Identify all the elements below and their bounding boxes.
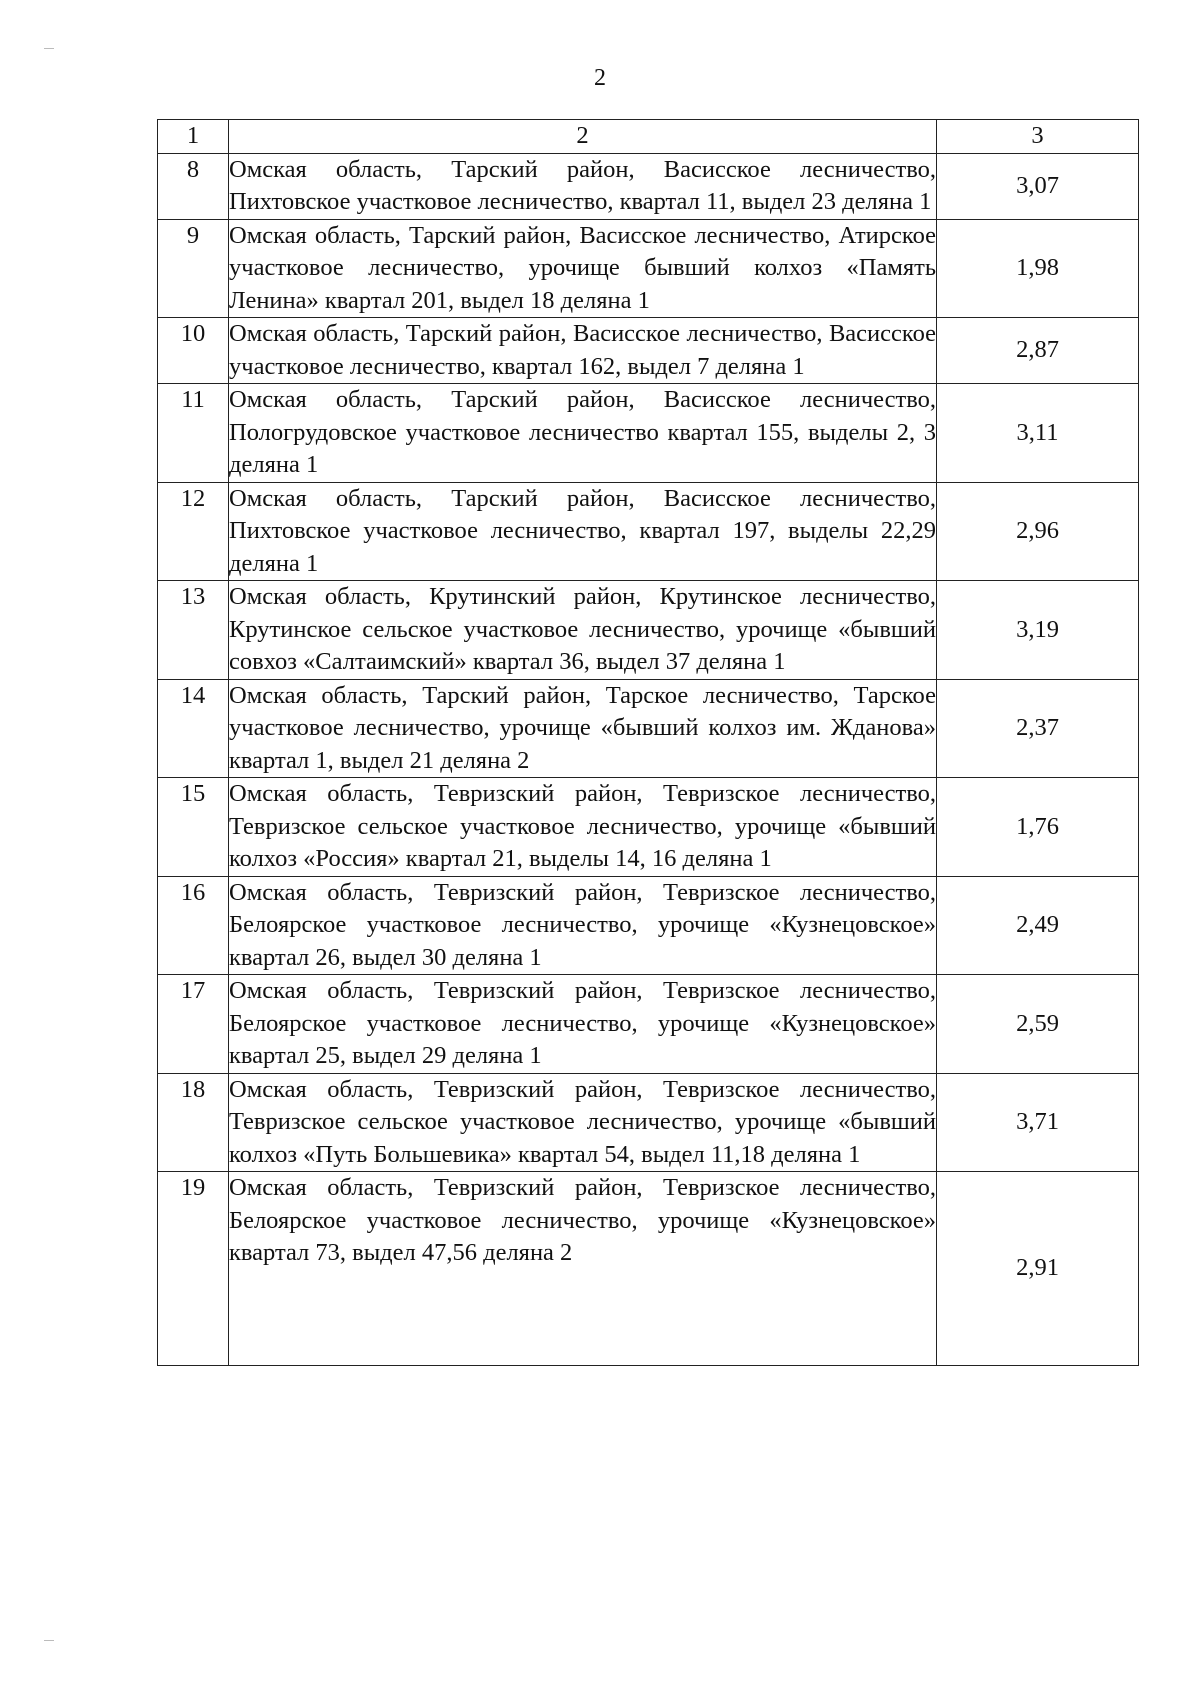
plot-location: Омская область, Тарский район, Тарское лесничество, Тарское участковое лесничество, урочище «бывший колхоз им. Жданова» квартал 1, выдел 21 деляна 2 bbox=[229, 679, 937, 778]
table-header bbox=[158, 120, 1139, 154]
margin-mark bbox=[44, 48, 54, 49]
row-number: 9 bbox=[158, 219, 229, 318]
page-number: 2 bbox=[594, 65, 606, 91]
table-row bbox=[158, 153, 1139, 219]
row-number: 8 bbox=[158, 153, 229, 219]
plot-location: Омская область, Тевризский район, Тевризское лесничество, Тевризское сельское участковое лесничество, урочище «бывший колхоз «Россия» квартал 21, выделы 14, 16 деляна 1 bbox=[229, 778, 937, 877]
table-row bbox=[158, 482, 1139, 581]
table-row bbox=[158, 679, 1139, 778]
plot-area: 2,87 bbox=[937, 318, 1139, 384]
plot-location: Омская область, Тевризский район, Тевризское лесничество, Белоярское участковое лесничество, урочище «Кузнецовское» квартал 26, выдел 30 деляна 1 bbox=[229, 876, 937, 975]
header-row bbox=[158, 120, 1139, 154]
table-row bbox=[158, 581, 1139, 680]
table-row bbox=[158, 876, 1139, 975]
plot-location: Омская область, Тарский район, Васисское лесничество, Пихтовское участковое лесничество, квартал 11, выдел 23 деляна 1 bbox=[229, 153, 937, 219]
table-row bbox=[158, 384, 1139, 483]
row-number: 18 bbox=[158, 1073, 229, 1172]
plot-area: 3,11 bbox=[937, 384, 1139, 483]
plot-location: Омская область, Крутинский район, Крутинское лесничество, Крутинское сельское участковое лесничество, урочище «бывший совхоз «Салтаимский» квартал 36, выдел 37 деляна 1 bbox=[229, 581, 937, 680]
row-number: 16 bbox=[158, 876, 229, 975]
table-row bbox=[158, 1172, 1139, 1366]
forest-plots-table bbox=[157, 119, 1139, 1366]
plot-area: 2,37 bbox=[937, 679, 1139, 778]
table-row bbox=[158, 778, 1139, 877]
plot-area: 2,49 bbox=[937, 876, 1139, 975]
plot-area: 2,59 bbox=[937, 975, 1139, 1074]
row-number: 19 bbox=[158, 1172, 229, 1366]
plot-area: 3,71 bbox=[937, 1073, 1139, 1172]
table-row bbox=[158, 219, 1139, 318]
table-body bbox=[158, 153, 1139, 1366]
plot-location: Омская область, Тевризский район, Тевризское лесничество, Тевризское сельское участковое лесничество, урочище «бывший колхоз «Путь Большевика» квартал 54, выдел 11,18 деляна 1 bbox=[229, 1073, 937, 1172]
plot-location: Омская область, Тевризский район, Тевризское лесничество, Белоярское участковое лесничество, урочище «Кузнецовское» квартал 73, выдел 47,56 деляна 2 bbox=[229, 1172, 937, 1366]
plot-area: 2,96 bbox=[937, 482, 1139, 581]
row-number: 11 bbox=[158, 384, 229, 483]
column-header-location: 2 bbox=[229, 120, 937, 154]
plot-location: Омская область, Тарский район, Васисское лесничество, Пологрудовское участковое лесничество квартал 155, выделы 2, 3 деляна 1 bbox=[229, 384, 937, 483]
row-number: 13 bbox=[158, 581, 229, 680]
column-header-area: 3 bbox=[937, 120, 1139, 154]
table-row bbox=[158, 1073, 1139, 1172]
margin-mark bbox=[44, 1640, 54, 1641]
plot-location: Омская область, Тарский район, Васисское лесничество, Атирское участковое лесничество, урочище бывший колхоз «Память Ленина» квартал 201, выдел 18 деляна 1 bbox=[229, 219, 937, 318]
plot-area: 1,98 bbox=[937, 219, 1139, 318]
plot-area: 2,91 bbox=[937, 1172, 1139, 1366]
table-row bbox=[158, 975, 1139, 1074]
row-number: 15 bbox=[158, 778, 229, 877]
table-row bbox=[158, 318, 1139, 384]
plot-location: Омская область, Тарский район, Васисское лесничество, Пихтовское участковое лесничество, квартал 197, выделы 22,29 деляна 1 bbox=[229, 482, 937, 581]
row-number: 17 bbox=[158, 975, 229, 1074]
row-number: 12 bbox=[158, 482, 229, 581]
column-header-number: 1 bbox=[158, 120, 229, 154]
row-number: 10 bbox=[158, 318, 229, 384]
row-number: 14 bbox=[158, 679, 229, 778]
plot-area: 3,07 bbox=[937, 153, 1139, 219]
plot-area: 1,76 bbox=[937, 778, 1139, 877]
plot-location: Омская область, Тевризский район, Тевризское лесничество, Белоярское участковое лесничество, урочище «Кузнецовское» квартал 25, выдел 29 деляна 1 bbox=[229, 975, 937, 1074]
plot-area: 3,19 bbox=[937, 581, 1139, 680]
plot-location: Омская область, Тарский район, Васисское лесничество, Васисское участковое лесничество, квартал 162, выдел 7 деляна 1 bbox=[229, 318, 937, 384]
